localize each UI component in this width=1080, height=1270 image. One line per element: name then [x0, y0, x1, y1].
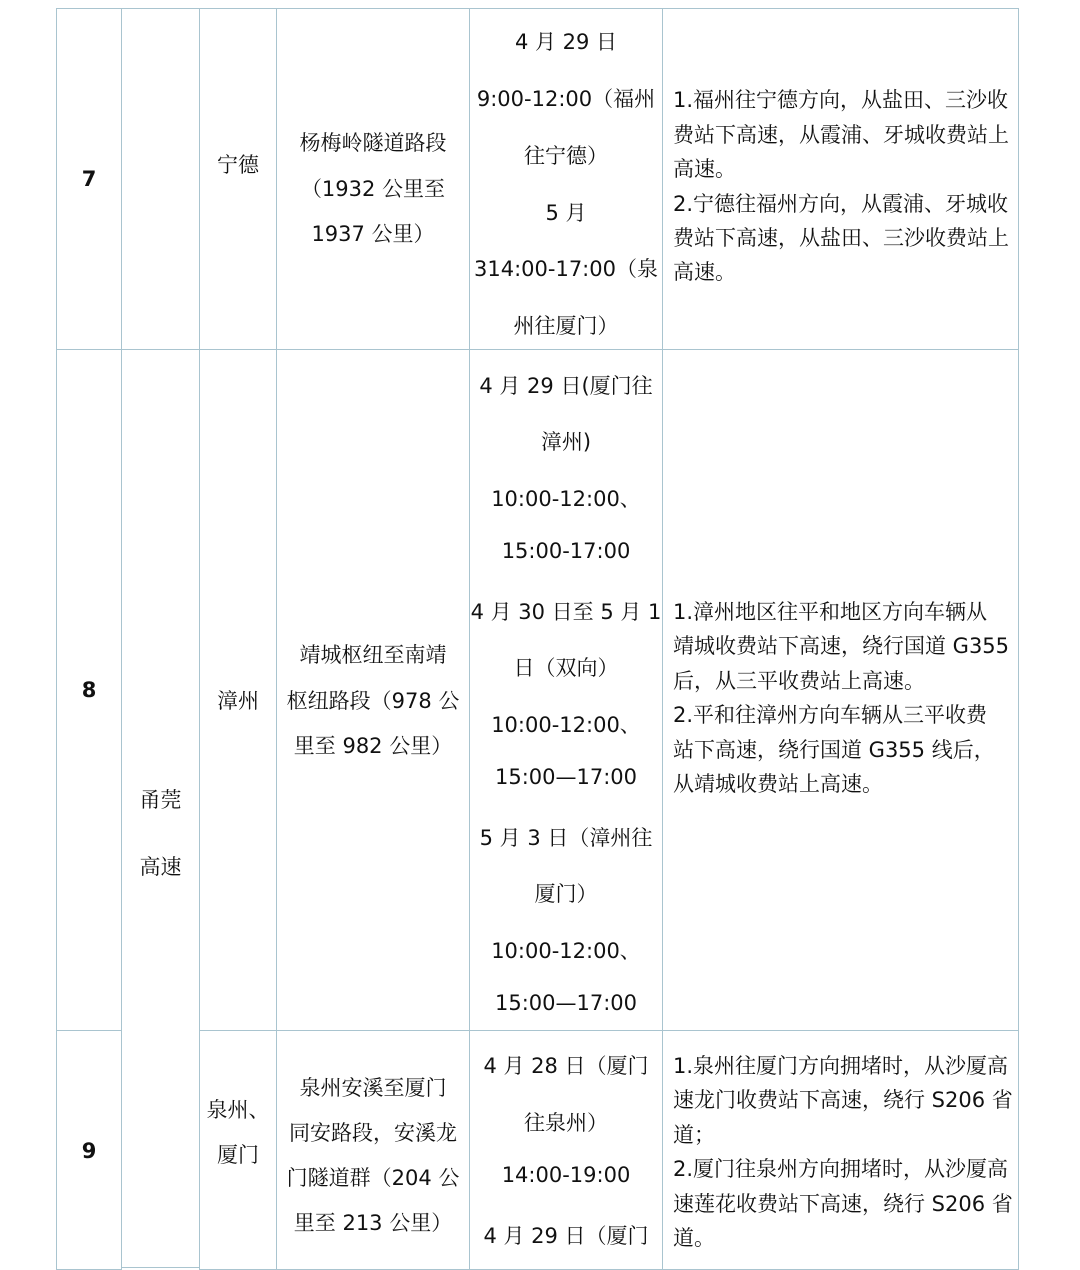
row7-section-cell	[276, 8, 470, 350]
row7-no-cell	[56, 8, 122, 350]
section-line: 杨梅岭隧道路段	[299, 131, 447, 155]
section-line: 1937 公里）	[311, 222, 435, 246]
row8-time-cell	[469, 349, 663, 1031]
time-line: 4 月 29 日	[514, 30, 618, 54]
time-line: 5 月	[545, 201, 587, 225]
row8-detour-cell	[662, 349, 1019, 1031]
highway-name: 高速	[139, 855, 182, 879]
detour-line: 道。	[673, 1226, 715, 1250]
row9-no-cell	[56, 1030, 122, 1270]
time-line: 314:00-17:00（泉	[474, 257, 658, 281]
detour-line: 费站下高速，从霞浦、牙城收费站上	[673, 123, 1009, 147]
highway-cell	[121, 349, 200, 1268]
city-name: 宁德	[217, 153, 259, 177]
detour-line: 速莲花收费站下高速，绕行 S206 省	[673, 1192, 1013, 1216]
section-line: （1932 公里至	[300, 177, 446, 201]
section-line: 同安路段，安溪龙	[289, 1121, 457, 1145]
time-line: 州往厦门）	[513, 314, 619, 338]
detour-line: 2.宁德往福州方向，从霞浦、牙城收	[673, 192, 1009, 216]
row7-detour-cell	[662, 8, 1019, 350]
detour-line: 从靖城收费站上高速。	[673, 772, 883, 796]
detour-line: 高速。	[673, 157, 736, 181]
detour-line: 费站下高速，从盐田、三沙收费站上	[673, 226, 1009, 250]
time-line: 厦门）	[534, 882, 598, 906]
city-name: 泉州、	[206, 1098, 270, 1122]
detour-line: 靖城收费站下高速，绕行国道 G355	[673, 634, 1010, 658]
row9-detour-cell	[662, 1030, 1019, 1270]
time-line: 4 月 29 日（厦门	[483, 1224, 649, 1248]
row7-highway-cell	[121, 8, 200, 350]
detour-line: 1.漳州地区往平和地区方向车辆从	[673, 600, 988, 624]
row7-time-cell	[469, 8, 663, 350]
row8-no-cell	[56, 349, 122, 1031]
row7-city-cell	[199, 8, 277, 350]
row-number: 9	[81, 1139, 97, 1163]
row9-time-cell	[469, 1030, 663, 1270]
time-line: 10:00-12:00、	[491, 487, 641, 511]
row9-city-cell	[199, 1030, 277, 1270]
time-line: 往泉州）	[524, 1111, 608, 1135]
time-line: 4 月 30 日至 5 月 1	[470, 600, 662, 624]
detour-line: 1.福州往宁德方向，从盐田、三沙收	[673, 88, 1009, 112]
detour-line: 2.平和往漳州方向车辆从三平收费	[673, 703, 988, 727]
row8-section-cell	[276, 349, 470, 1031]
time-line: 漳州)	[540, 430, 592, 454]
road-control-table	[56, 8, 1019, 1268]
row8-city-cell	[199, 349, 277, 1031]
time-line: 4 月 29 日(厦门往	[479, 374, 653, 398]
time-line: 日（双向）	[513, 656, 619, 680]
time-line: 15:00—17:00	[494, 765, 638, 789]
section-line: 枢纽路段（978 公	[286, 689, 460, 713]
detour-line: 2.厦门往泉州方向拥堵时，从沙厦高	[673, 1157, 1009, 1181]
highway-name: 甬莞	[139, 788, 182, 812]
time-line: 14:00-19:00	[501, 1163, 631, 1187]
city-name: 漳州	[217, 689, 259, 713]
section-line: 里至 213 公里）	[293, 1211, 453, 1235]
detour-line: 速龙门收费站下高速，绕行 S206 省	[673, 1088, 1013, 1112]
detour-line: 后，从三平收费站上高速。	[673, 669, 925, 693]
row9-section-cell	[276, 1030, 470, 1270]
row-number: 7	[81, 167, 97, 191]
time-line: 10:00-12:00、	[491, 713, 641, 737]
time-line: 9:00-12:00（福州	[476, 87, 656, 111]
city-name: 厦门	[217, 1143, 259, 1167]
detour-line: 道；	[673, 1123, 715, 1147]
section-line: 里至 982 公里）	[293, 734, 453, 758]
time-line: 10:00-12:00、	[491, 939, 641, 963]
section-line: 泉州安溪至厦门	[299, 1076, 447, 1100]
time-line: 往宁德）	[524, 144, 608, 168]
time-line: 15:00—17:00	[494, 991, 638, 1015]
section-line: 靖城枢纽至南靖	[299, 643, 447, 667]
row-number: 8	[81, 678, 97, 702]
detour-line: 站下高速，绕行国道 G355 线后，	[673, 738, 995, 762]
detour-line: 1.泉州往厦门方向拥堵时，从沙厦高	[673, 1054, 1009, 1078]
time-line: 4 月 28 日（厦门	[483, 1054, 649, 1078]
time-line: 15:00-17:00	[501, 539, 631, 563]
detour-line: 高速。	[673, 260, 736, 284]
time-line: 5 月 3 日（漳州往	[479, 826, 653, 850]
section-line: 门隧道群（204 公	[286, 1166, 460, 1190]
